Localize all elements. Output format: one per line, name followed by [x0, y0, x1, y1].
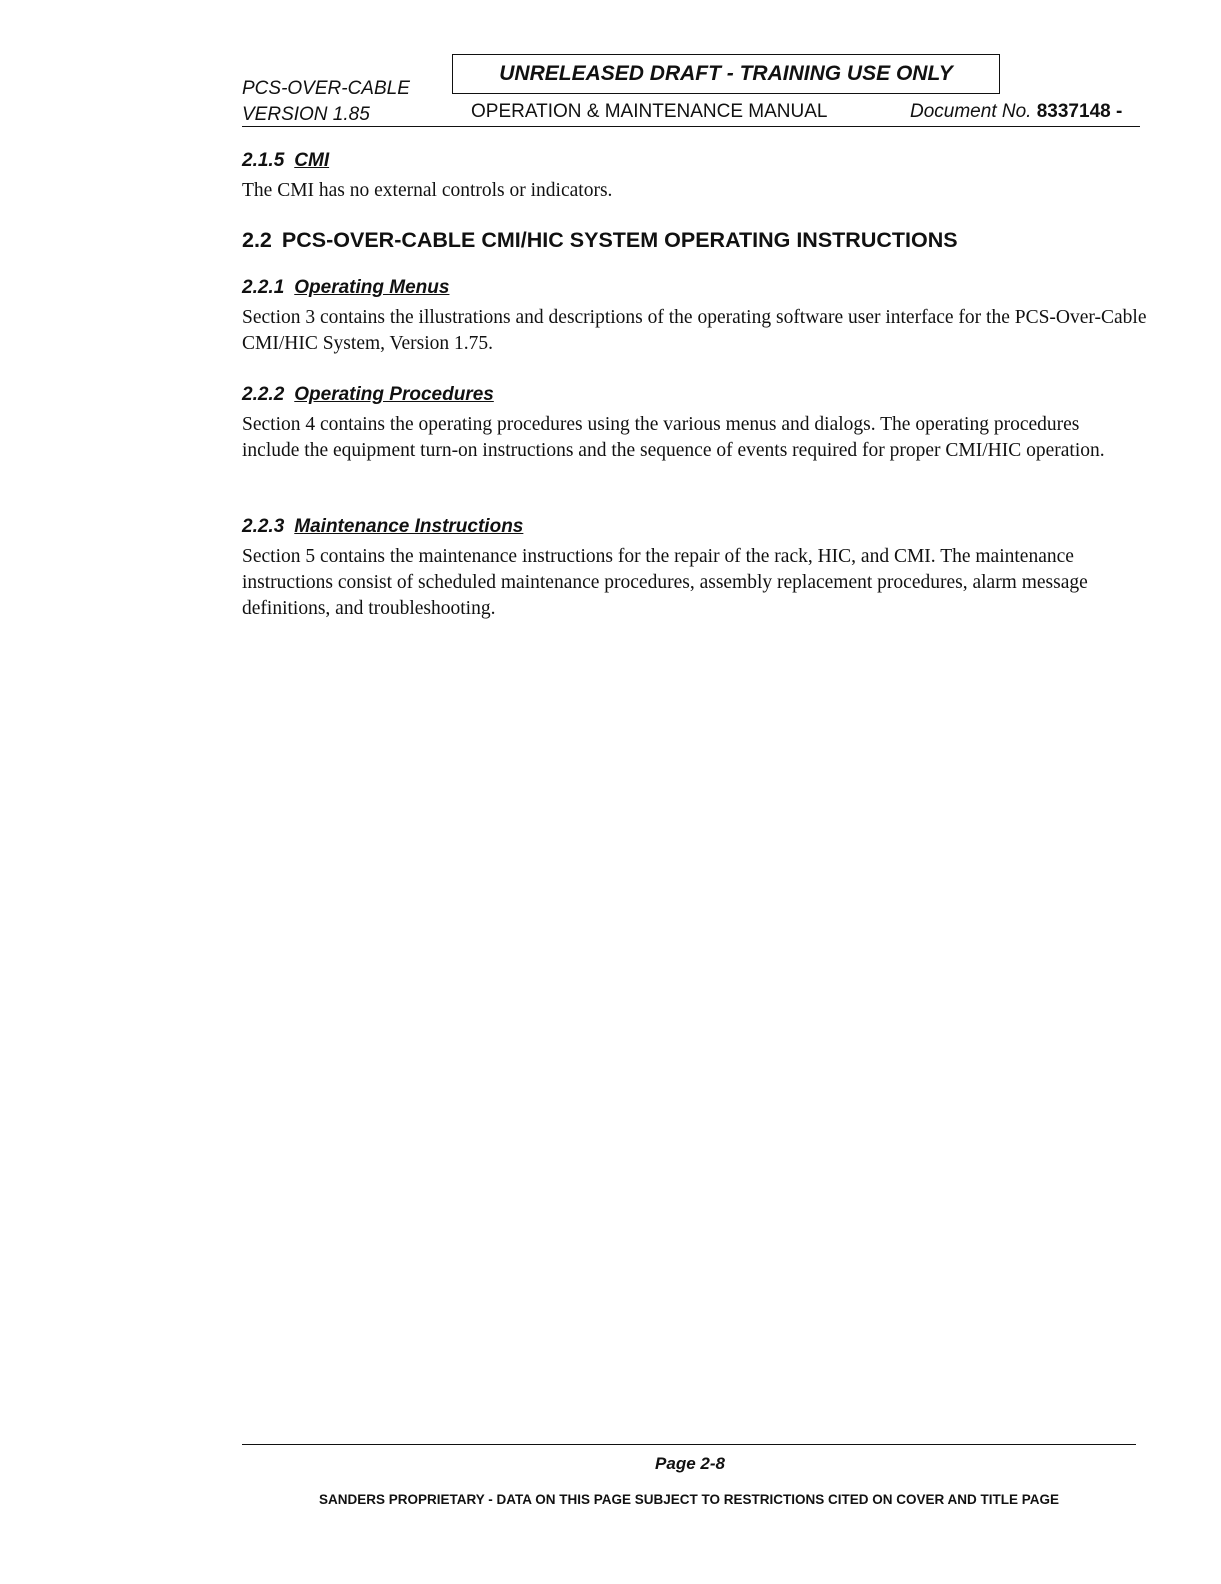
header-product-name: PCS-OVER-CABLE	[242, 78, 410, 99]
section-2-2-1-body: Section 3 contains the illustrations and descriptions of the operating software user interface for the PCS-Over-Cable CMI/HIC System, Version 1.75.	[242, 307, 1147, 354]
section-2-1-5-body: The CMI has no external controls or indicators.	[242, 180, 613, 201]
section-2-2-3-body: Section 5 contains the maintenance instructions for the repair of the rack, HIC, and CMI. The maintenance instructions consist of scheduled maintenance procedures, assembly replacement procedures, alarm message definitions, and troubleshooting.	[242, 546, 1088, 619]
draft-notice-box: UNRELEASED DRAFT - TRAINING USE ONLY	[452, 54, 1000, 94]
section-title: PCS-OVER-CABLE CMI/HIC SYSTEM OPERATING INSTRUCTIONS	[281, 228, 958, 252]
header-document-number	[910, 101, 1122, 123]
document-number-label: Document No.	[910, 101, 1032, 122]
header-version: VERSION 1.85	[242, 104, 370, 125]
section-number: 2.2	[242, 228, 272, 252]
section-title: Maintenance Instructions	[294, 516, 524, 537]
section-number: 2.1.5	[242, 150, 285, 171]
section-2-2-1-heading	[242, 277, 449, 299]
section-2-1-5-heading	[242, 150, 329, 172]
section-2-2-heading	[242, 228, 958, 253]
proprietary-notice: SANDERS PROPRIETARY - DATA ON THIS PAGE SUBJECT TO RESTRICTIONS CITED ON COVER AND TITLE PAGE	[318, 1492, 1060, 1507]
section-title: Operating Procedures	[294, 384, 494, 405]
document-number-value: 8337148 -	[1036, 101, 1123, 122]
page-number: Page 2-8	[655, 1454, 725, 1473]
section-2-2-2-body: Section 4 contains the operating procedures using the various menus and dialogs. The operating procedures include the equipment turn-on instructions and the sequence of events required for proper CMI/HIC operation.	[242, 414, 1105, 461]
footer-divider	[242, 1444, 1136, 1445]
section-2-2-2-heading	[242, 384, 494, 406]
section-title: Operating Menus	[294, 277, 450, 298]
header-divider	[242, 126, 1140, 127]
header-manual-title: OPERATION & MAINTENANCE MANUAL	[471, 101, 828, 122]
section-number: 2.2.1	[242, 277, 285, 298]
section-2-2-3-heading	[242, 516, 523, 538]
section-number: 2.2.3	[242, 516, 285, 537]
section-number: 2.2.2	[242, 384, 285, 405]
section-title: CMI	[294, 150, 330, 171]
